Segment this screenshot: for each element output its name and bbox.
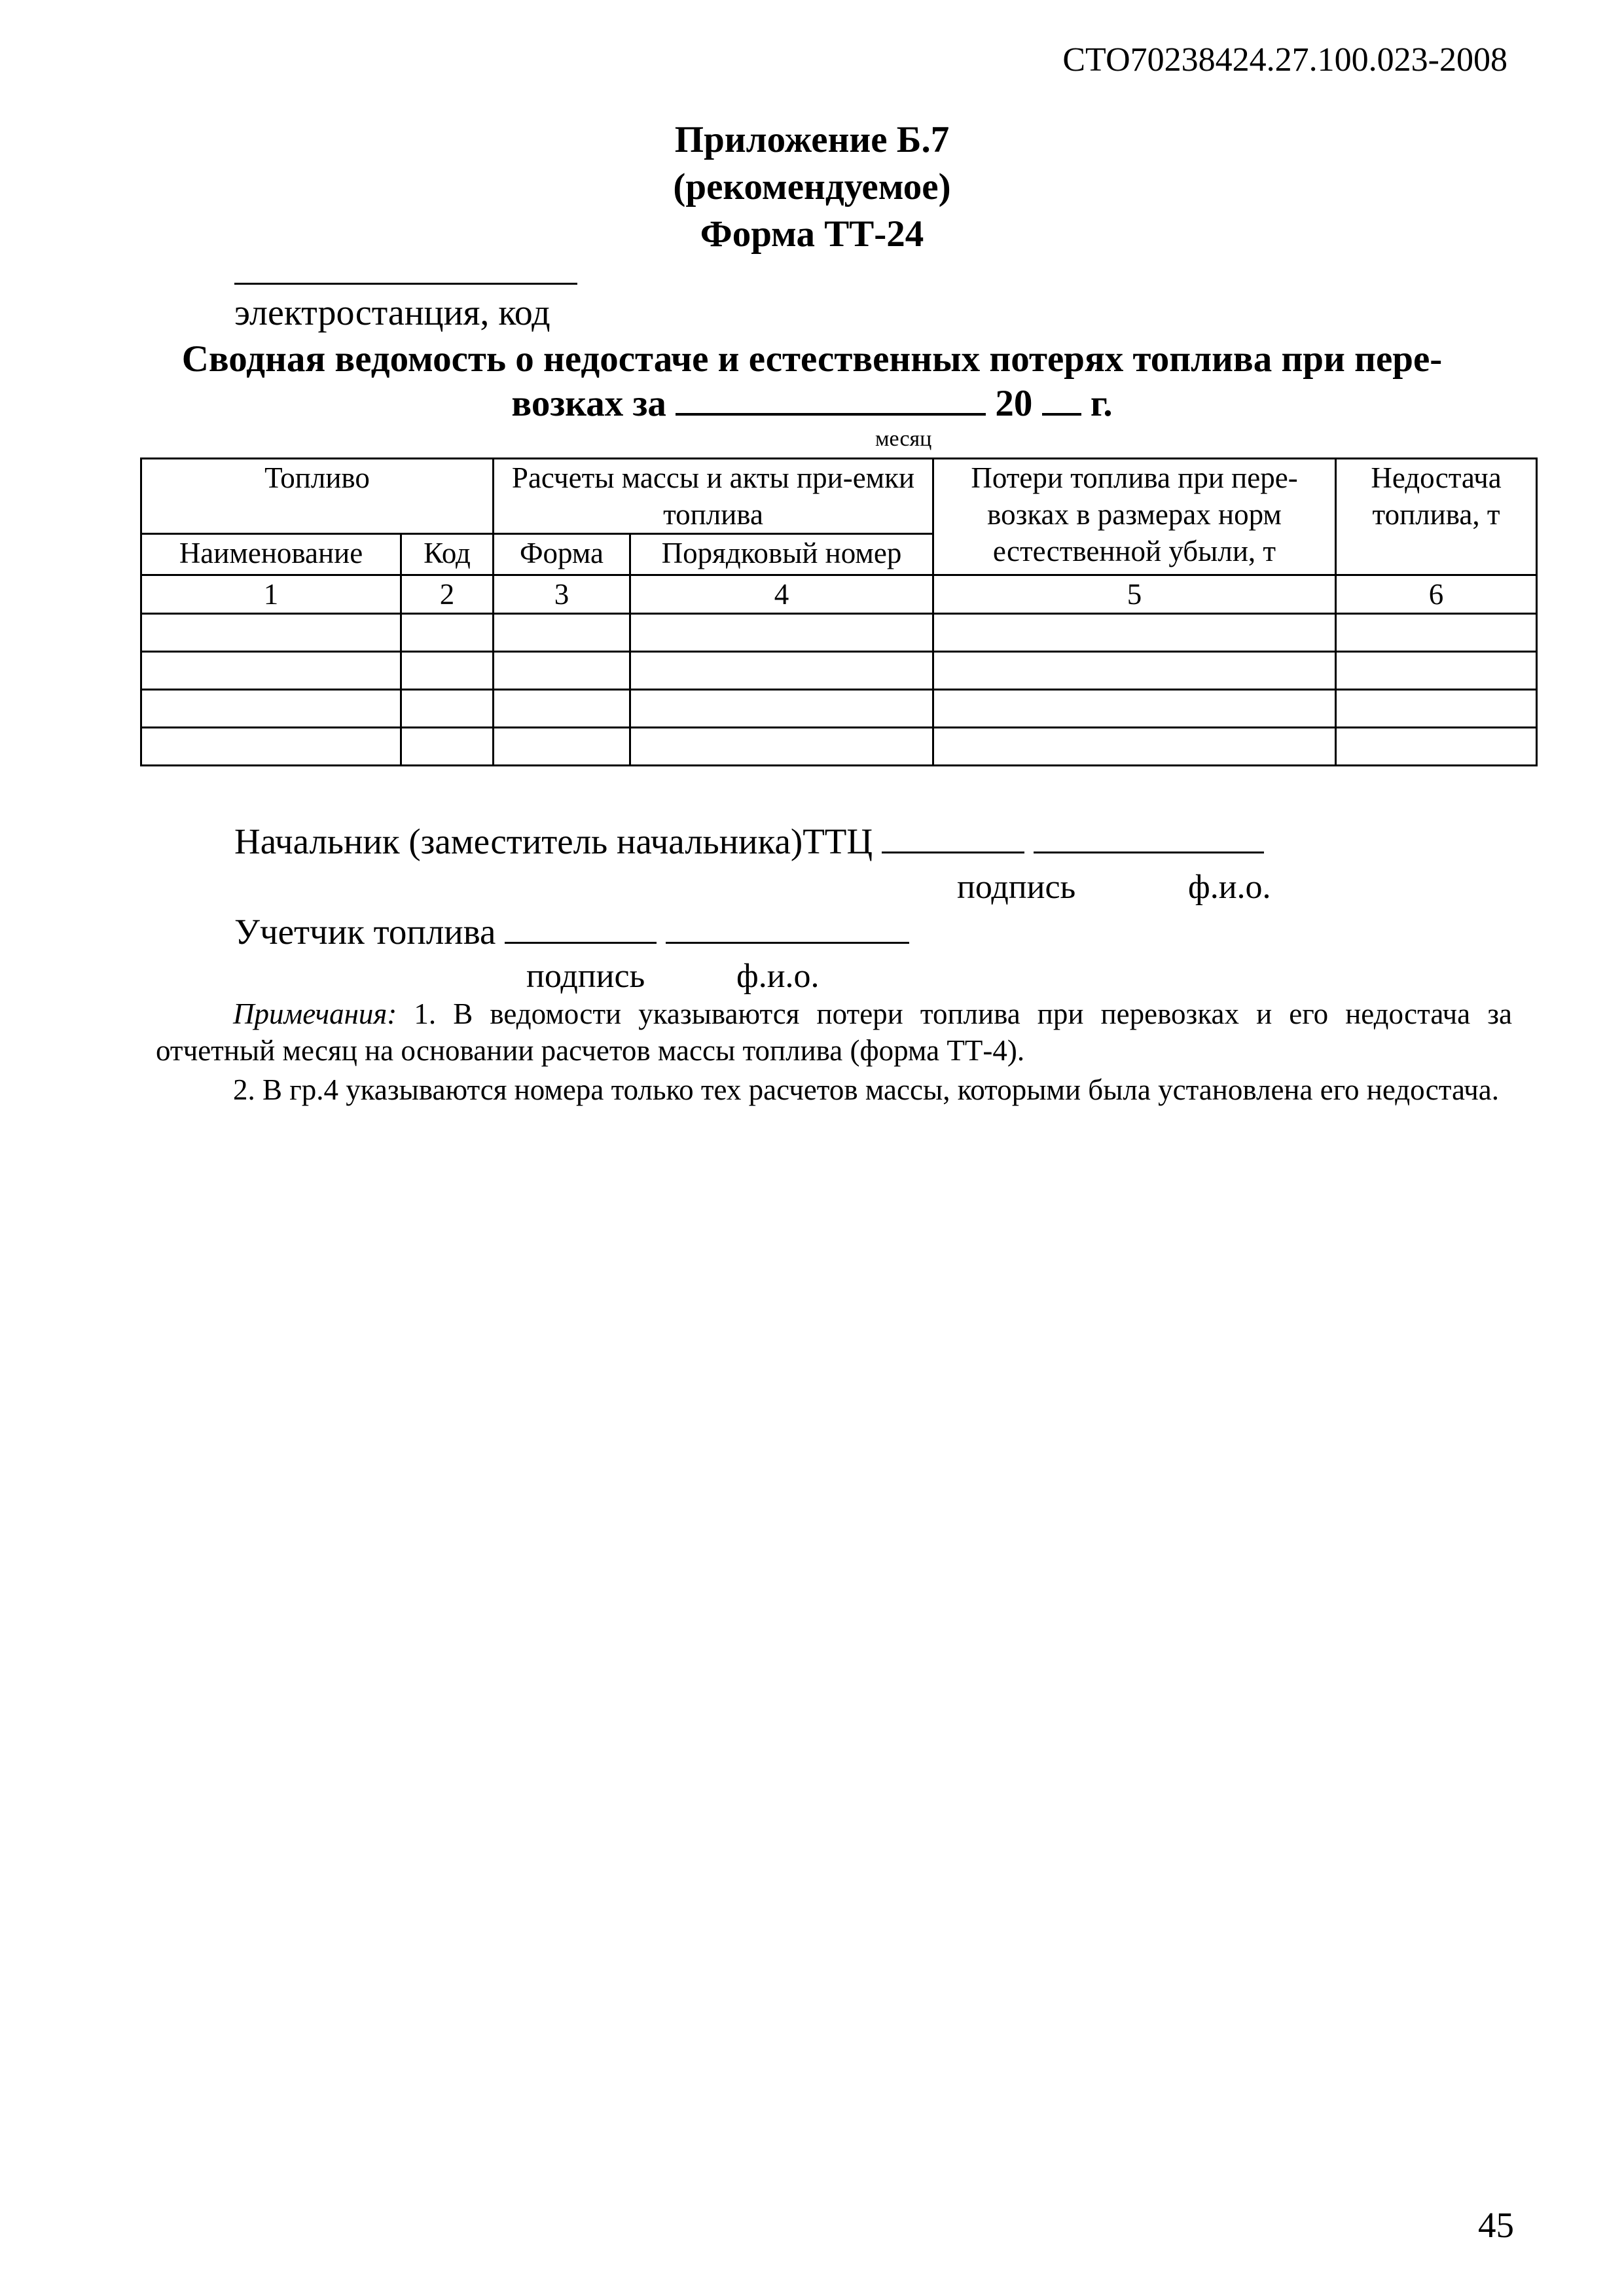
empty-cell [494, 614, 630, 652]
station-caption: электростанция, код [234, 293, 550, 333]
note-1 [156, 996, 1512, 1069]
notes-label: Примечания: [233, 997, 397, 1030]
header-code: Код [401, 534, 494, 575]
accountant-signature-line [234, 911, 909, 952]
page-number: 45 [1478, 2205, 1514, 2245]
empty-cell [494, 652, 630, 690]
month-caption: месяц [875, 427, 932, 451]
document-code: СТО70238424.27.100.023-2008 [1062, 41, 1507, 79]
appendix-title: Приложение Б.7 [674, 119, 950, 160]
year-blank [1042, 384, 1081, 416]
empty-cell [630, 728, 933, 766]
empty-cell [630, 652, 933, 690]
empty-cell [933, 690, 1336, 728]
table-row [141, 614, 1537, 652]
accountant-sign-blank [505, 935, 657, 944]
column-number: 2 [401, 575, 494, 614]
accountant-sign-caption: подпись [526, 958, 645, 995]
column-number: 4 [630, 575, 933, 614]
empty-cell [630, 614, 933, 652]
column-number: 3 [494, 575, 630, 614]
empty-cell [933, 728, 1336, 766]
empty-cell [1336, 614, 1537, 652]
chief-signature-line [234, 821, 1264, 862]
empty-cell [141, 728, 401, 766]
accountant-name-caption: ф.и.о. [736, 958, 820, 995]
header-shortage: Недостача топлива, т [1336, 459, 1537, 575]
form-name: Форма ТТ-24 [700, 213, 924, 255]
column-number: 6 [1336, 575, 1537, 614]
accountant-title: Учетчик топлива [234, 912, 496, 952]
station-blank-line [234, 283, 577, 285]
report-title-line1: Сводная ведомость о недостаче и естественных потерях топлива при пере- [181, 338, 1443, 380]
header-mass-calc: Расчеты массы и акты при-емки топлива [494, 459, 933, 534]
table-row [141, 690, 1537, 728]
note-1-text: 1. В ведомости указываются потери топлива при перевозках и его недостача за отчетный месяц на основании расчетов массы топлива (форма ТТ-4). [156, 997, 1513, 1067]
header-name: Наименование [141, 534, 401, 575]
empty-cell [141, 690, 401, 728]
report-title-start: возках за [511, 383, 666, 424]
header-order-number: Порядковый номер [630, 534, 933, 575]
chief-name-blank [1034, 845, 1264, 853]
month-blank [676, 384, 986, 416]
empty-cell [494, 728, 630, 766]
chief-sign-caption: подпись [957, 869, 1076, 906]
empty-cell [401, 690, 494, 728]
column-number: 1 [141, 575, 401, 614]
header-losses: Потери топлива при пере-возках в размерах норм естественной убыли, т [933, 459, 1336, 575]
shortage-table [140, 457, 1538, 766]
empty-cell [933, 652, 1336, 690]
empty-cell [1336, 728, 1537, 766]
empty-cell [401, 728, 494, 766]
report-title-line2 [0, 382, 1624, 425]
header-fuel: Топливо [141, 459, 494, 534]
accountant-name-blank [666, 935, 909, 944]
table-row [141, 728, 1537, 766]
note-2: 2. В гр.4 указываются номера только тех расчетов массы, которыми была установлена его недостача. [233, 1073, 1499, 1106]
header-form: Форма [494, 534, 630, 575]
chief-title: Начальник (заместитель начальника)ТТЦ [234, 821, 873, 861]
empty-cell [141, 614, 401, 652]
year-prefix: 20 [995, 383, 1033, 424]
chief-sign-blank [882, 845, 1024, 853]
empty-cell [141, 652, 401, 690]
empty-cell [630, 690, 933, 728]
appendix-status: (рекомендуемое) [673, 166, 951, 207]
year-suffix: г. [1090, 383, 1113, 424]
empty-cell [1336, 690, 1537, 728]
empty-cell [401, 614, 494, 652]
empty-cell [1336, 652, 1537, 690]
empty-cell [401, 652, 494, 690]
table-row [141, 652, 1537, 690]
chief-name-caption: ф.и.о. [1188, 869, 1271, 906]
empty-cell [933, 614, 1336, 652]
column-number: 5 [933, 575, 1336, 614]
empty-cell [494, 690, 630, 728]
